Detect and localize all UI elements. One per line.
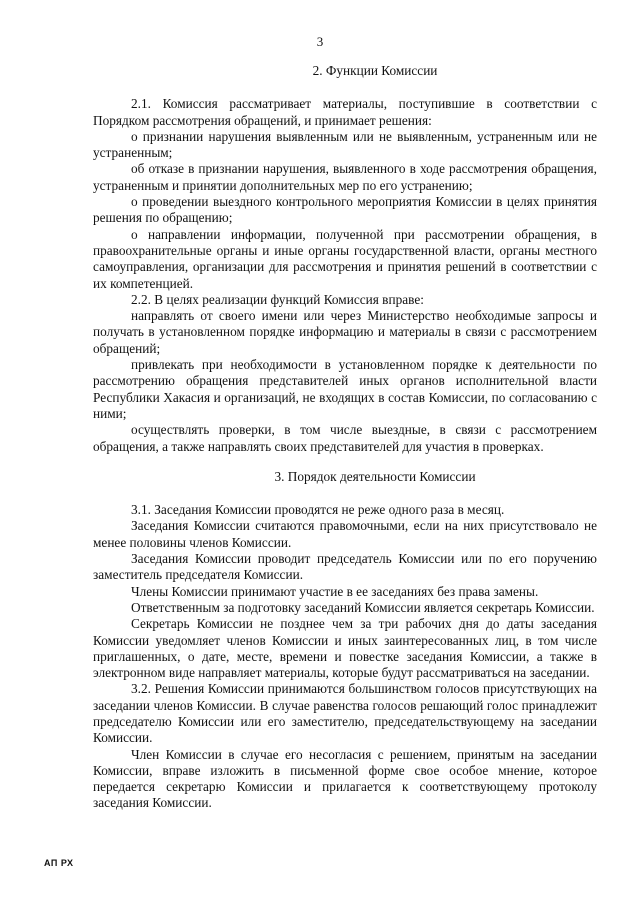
paragraph: о направлении информации, полученной при рассмотрении обращения, в правоохранительные органы и иные органы государственной власти, органы местного самоуправления, организации для рассмотрения и принятия решений в соответствии с их компетенцией. bbox=[93, 226, 597, 291]
paragraph: Члены Комиссии принимают участие в ее заседаниях без права замены. bbox=[131, 583, 539, 599]
paragraph: 2.1. Комиссия рассматривает материалы, поступившие в соответствии с Порядком рассмотрения обращений, и принимает решения: bbox=[93, 96, 597, 128]
paragraph: о проведении выездного контрольного мероприятия Комиссии в целях принятия решения по обращению; bbox=[93, 194, 597, 226]
paragraph: привлекать при необходимости в установленном порядке к деятельности по рассмотрению обращения представителей иных органов исполнительной власти Республики Хакасия и организаций, не входящих в состав Комиссии, по согласованию с ними; bbox=[93, 357, 597, 421]
section-2-title: 2. Функции Комиссии bbox=[312, 63, 438, 78]
footer-mark: АП РХ bbox=[44, 858, 74, 868]
paragraph: Член Комиссии в случае его несогласия с решением, принятым на заседании Комиссии, вправе изложить в письменной форме свое особое мнение, которое передается секретарю Комиссии и прилагается к соответствующему протоколу заседания Комиссии. bbox=[93, 746, 597, 811]
paragraph: Заседания Комиссии считаются правомочными, если на них присутствовало не менее половины членов Комиссии. bbox=[93, 518, 597, 550]
paragraph: 3.2. Решения Комиссии принимаются большинством голосов присутствующих на заседании членов Комиссии. В случае равенства голосов решающий голос принадлежит председателю Комиссии или его заместителю, председательствующему на заседании Комиссии. bbox=[93, 681, 597, 746]
document-body bbox=[93, 63, 597, 812]
paragraph: о признании нарушения выявленным или не выявленным, устраненным или не устраненным; bbox=[93, 128, 597, 161]
paragraph: Ответственным за подготовку заседаний Комиссии является секретарь Комиссии. bbox=[131, 599, 595, 615]
paragraph: 2.2. В целях реализации функций Комиссия вправе: bbox=[131, 291, 424, 307]
paragraph: Заседания Комиссии проводит председатель Комиссии или по его поручению заместитель председателя Комиссии. bbox=[93, 551, 597, 583]
paragraph: направлять от своего имени или через Министерство необходимые запросы и получать в установленном порядке информацию и материалы в связи с рассмотрением обращений; bbox=[93, 308, 597, 356]
paragraph: об отказе в признании нарушения, выявленного в ходе рассмотрения обращения, устраненным и принятии дополнительных мер по его устранению; bbox=[93, 161, 597, 193]
paragraph: 3.1. Заседания Комиссии проводятся не реже одного раза в месяц. bbox=[131, 502, 505, 518]
page-number: 3 bbox=[316, 34, 324, 49]
section-3-title: 3. Порядок деятельности Комиссии bbox=[274, 468, 476, 484]
paragraph: Секретарь Комиссии не позднее чем за три рабочих дня до даты заседания Комиссии уведомляет членов Комиссии и иных заинтересованных лиц, в том числе приглашенных, о дате, месте, времени и повестке заседания Комиссии, а также в электронном виде направляет материалы, которые будут рассматриваться на заседании. bbox=[93, 616, 597, 681]
paragraph: осуществлять проверки, в том числе выездные, в связи с рассмотрением обращения, а также направлять своих представителей для участия в проверках. bbox=[93, 422, 597, 454]
